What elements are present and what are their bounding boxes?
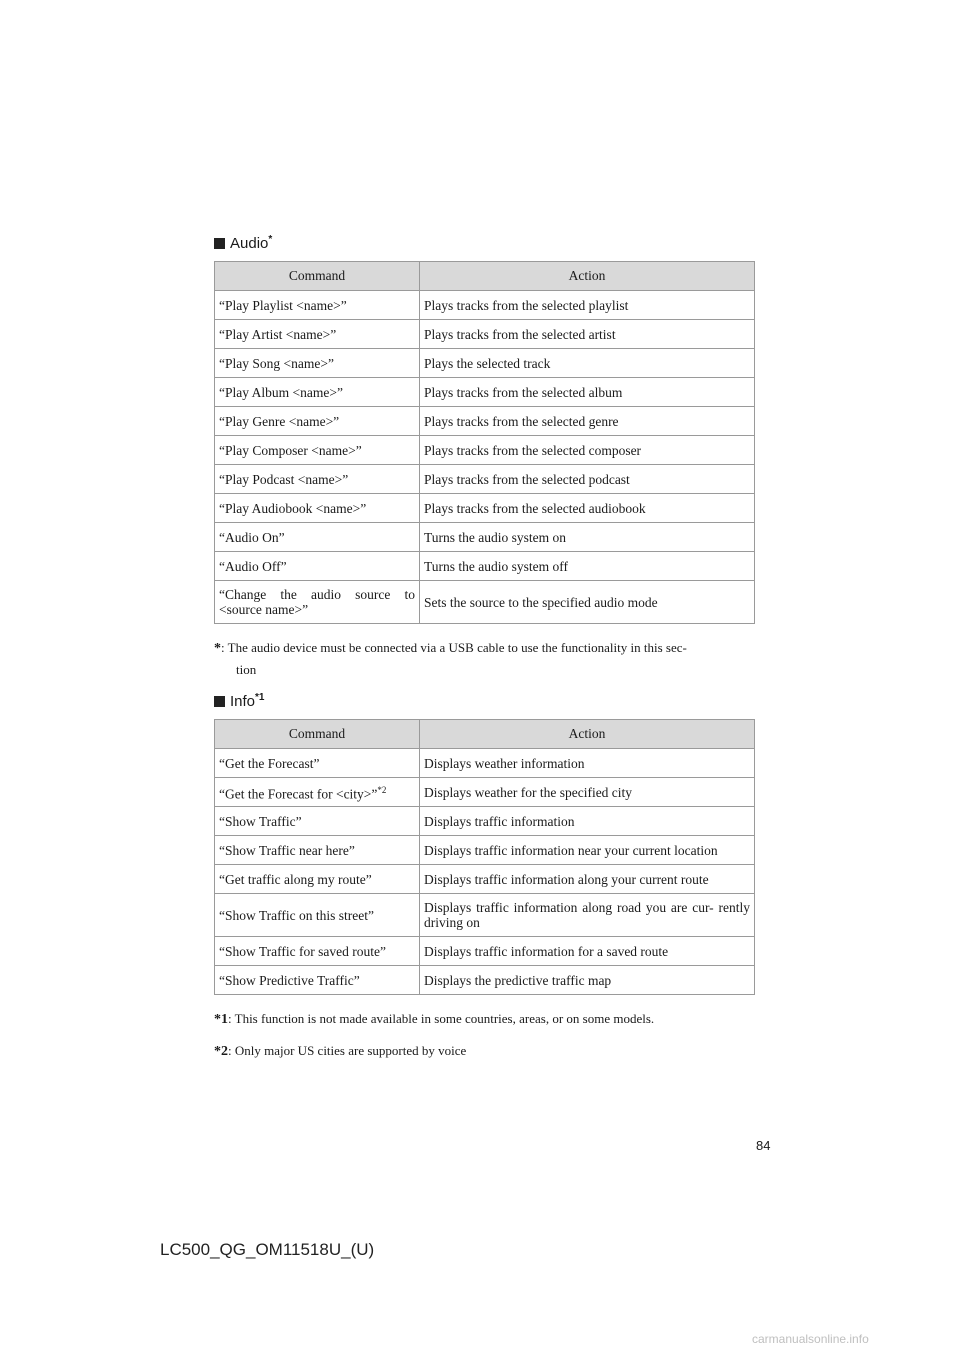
command-cell: “Show Predictive Traffic”: [215, 966, 420, 995]
command-cell: “Change the audio source to <source name>”: [215, 581, 420, 624]
audio-command-table: [214, 261, 755, 624]
table-row: [215, 407, 755, 436]
table-header-row: [215, 262, 755, 291]
footnote-text: : This function is not made available in some countries, areas, or on some models.: [228, 1011, 655, 1026]
audio-footnote: [214, 637, 756, 680]
command-cell: [215, 778, 420, 807]
document-code: LC500_QG_OM11518U_(U): [160, 1240, 375, 1259]
action-cell: Plays tracks from the selected audiobook: [420, 494, 755, 523]
table-row: [215, 465, 755, 494]
table-row: [215, 291, 755, 320]
action-cell: Displays traffic information along your current route: [420, 865, 755, 894]
table-row: [215, 436, 755, 465]
action-cell: Displays the predictive traffic map: [420, 966, 755, 995]
table-row: [215, 494, 755, 523]
command-cell: “Play Composer <name>”: [215, 436, 420, 465]
action-cell: Displays traffic information for a saved route: [420, 937, 755, 966]
action-cell: Plays tracks from the selected playlist: [420, 291, 755, 320]
command-cell: “Play Album <name>”: [215, 378, 420, 407]
audio-heading: [214, 234, 272, 252]
audio-title-mark: *: [268, 234, 273, 245]
command-cell: “Play Playlist <name>”: [215, 291, 420, 320]
info-heading: [214, 692, 264, 710]
footnote-ref-mark: *2: [377, 784, 387, 795]
action-cell: Plays the selected track: [420, 349, 755, 378]
info-title: Info: [230, 693, 256, 710]
table-row: [215, 378, 755, 407]
command-cell: “Show Traffic near here”: [215, 836, 420, 865]
action-cell: Displays weather for the specified city: [420, 778, 755, 807]
action-cell: Displays traffic information: [420, 807, 755, 836]
square-bullet-icon: [214, 238, 225, 249]
command-cell: “Show Traffic”: [215, 807, 420, 836]
info-footnote-2: [214, 1040, 756, 1062]
footnote-text: : Only major US cities are supported by voice: [228, 1043, 467, 1058]
action-cell: Plays tracks from the selected podcast: [420, 465, 755, 494]
action-cell: Plays tracks from the selected genre: [420, 407, 755, 436]
table-header-row: [215, 720, 755, 749]
action-cell: Displays traffic information near your current location: [420, 836, 755, 865]
command-cell: “Audio Off”: [215, 552, 420, 581]
footnote-text-continued: tion: [236, 662, 257, 677]
column-header-action: Action: [420, 262, 755, 291]
table-row: [215, 552, 755, 581]
action-cell: Turns the audio system on: [420, 523, 755, 552]
square-bullet-icon: [214, 696, 225, 707]
table-row: [215, 778, 755, 807]
audio-title: Audio: [230, 235, 269, 252]
info-command-table: [214, 719, 755, 995]
column-header-command: Command: [215, 262, 420, 291]
table-row: [215, 349, 755, 378]
command-cell: “Play Podcast <name>”: [215, 465, 420, 494]
command-cell: “Get the Forecast”: [215, 749, 420, 778]
command-cell: “Get traffic along my route”: [215, 865, 420, 894]
info-title-mark: *1: [255, 692, 265, 703]
table-row: [215, 966, 755, 995]
footnote-mark: *2: [214, 1044, 228, 1059]
table-row: [215, 836, 755, 865]
action-cell: Displays weather information: [420, 749, 755, 778]
info-footnote-1: [214, 1008, 756, 1030]
table-row: [215, 807, 755, 836]
footnote-mark: *1: [214, 1012, 228, 1027]
watermark: carmanualsonline.info: [752, 1332, 869, 1346]
table-row: [215, 749, 755, 778]
action-cell: Displays traffic information along road you are cur- rently driving on: [420, 894, 755, 937]
column-header-command: Command: [215, 720, 420, 749]
command-cell: “Audio On”: [215, 523, 420, 552]
audio-footnote-line: [214, 637, 756, 659]
footnote-text: : The audio device must be connected via a USB cable to use the functionality in this sec-: [221, 640, 687, 655]
command-text: “Get the Forecast for <city>”: [219, 786, 378, 802]
action-cell: Plays tracks from the selected artist: [420, 320, 755, 349]
table-row: [215, 894, 755, 937]
action-cell: Plays tracks from the selected composer: [420, 436, 755, 465]
command-cell: “Show Traffic for saved route”: [215, 937, 420, 966]
page-number: 84: [756, 1138, 771, 1153]
table-row: [215, 865, 755, 894]
action-cell: Plays tracks from the selected album: [420, 378, 755, 407]
action-cell: Turns the audio system off: [420, 552, 755, 581]
table-row: [215, 937, 755, 966]
command-cell: “Play Song <name>”: [215, 349, 420, 378]
table-row: [215, 320, 755, 349]
action-cell: Sets the source to the specified audio mode: [420, 581, 755, 624]
table-row: [215, 581, 755, 624]
table-row: [215, 523, 755, 552]
footnote-mark: *: [214, 641, 221, 656]
command-cell: “Play Artist <name>”: [215, 320, 420, 349]
command-cell: “Show Traffic on this street”: [215, 894, 420, 937]
command-cell: “Play Audiobook <name>”: [215, 494, 420, 523]
command-cell: “Play Genre <name>”: [215, 407, 420, 436]
column-header-action: Action: [420, 720, 755, 749]
